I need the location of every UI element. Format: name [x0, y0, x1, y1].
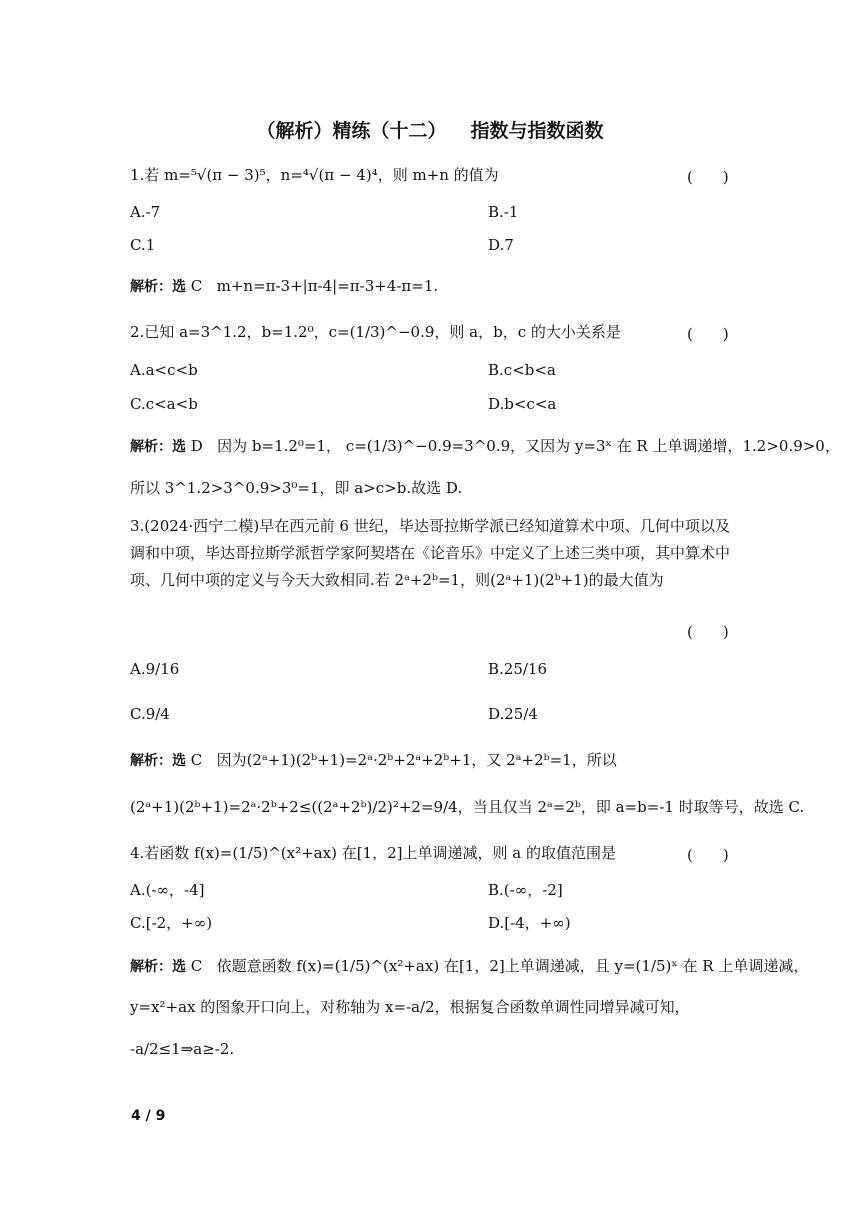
q3-solution-line-2: (2ᵃ+1)(2ᵇ+1)=2ᵃ·2ᵇ+2≤((2ᵃ+2ᵇ)/2)²+2=9/4，当且仅当 2ᵃ=2ᵇ，即 a=b=-1 时取等号，故选 C.: [130, 798, 805, 816]
q2-option-c: C.c<a<b: [130, 395, 198, 413]
q3-option-d: D.25/4: [488, 705, 538, 723]
q1-option-c: C.1: [130, 236, 156, 254]
q1-option-b: B.-1: [488, 203, 519, 221]
page-title: [0, 116, 860, 143]
q2-option-b: B.c<b<a: [488, 361, 556, 379]
q4-solution-line-2: y=x²+ax 的图象开口向上，对称轴为 x=-a/2，根据复合函数单调性同增异减可知，: [130, 998, 690, 1016]
q1-solution-text: m+n=π-3+|π-4|=π-3+4-π=1.: [216, 277, 439, 295]
q2-solution-line-2: 所以 3^1.2>3^0.9>3⁰=1，即 a>c>b.故选 D.: [130, 479, 463, 497]
q3-solution-line-1: [130, 751, 617, 770]
answer-bracket: ( ): [687, 325, 729, 343]
title-topic: 指数与指数函数: [470, 120, 604, 142]
answer-bracket: ( ): [687, 623, 729, 641]
q4-option-b: B.(-∞，-2]: [488, 881, 563, 899]
q2-option-a: A.a<c<b: [130, 361, 198, 379]
analysis-label: 解析：选: [130, 753, 186, 769]
analysis-label: 解析：选: [130, 279, 186, 295]
question-1-stem: 1.若 m=⁵√(π − 3)⁵，n=⁴√(π − 4)⁴，则 m+n 的值为: [130, 166, 499, 184]
answer-bracket: ( ): [687, 846, 729, 864]
q1-option-a: A.-7: [130, 203, 161, 221]
q4-option-a: A.(-∞，-4]: [130, 881, 205, 899]
question-4-stem: 4.若函数 f(x)=(1/5)^(x²+ax) 在[1，2]上单调递减，则 a 的取值范围是: [130, 844, 616, 862]
q2-solution-text: 因为 b=1.2⁰=1， c=(1/3)^−0.9=3^0.9，又因为 y=3ˣ 在 R 上单调递增，1.2>0.9>0，: [217, 437, 840, 455]
page-number: 4 / 9: [131, 1108, 166, 1124]
q4-answer-letter: C: [190, 957, 203, 975]
question-2-stem: 2.已知 a=3^1.2，b=1.2⁰，c=(1/3)^−0.9，则 a，b，c 的大小关系是: [130, 323, 621, 341]
analysis-label: 解析：选: [130, 439, 186, 455]
question-3-stem: 3.(2024·西宁二模)早在西元前 6 世纪，毕达哥拉斯学派已经知道算术中项、几何中项以及调和中项，毕达哥拉斯学派哲学家阿契塔在《论音乐》中定义了上述三类中项，其中算术中项、几何中项的定义与今天大致相同.若 2ᵃ+2ᵇ=1，则(2ᵃ+1)(2ᵇ+1)的最大值为: [130, 517, 731, 589]
q3-option-b: B.25/16: [488, 660, 548, 678]
q2-option-d: D.b<c<a: [488, 395, 557, 413]
q4-solution-line-1: [130, 957, 808, 976]
q3-option-c: C.9/4: [130, 705, 170, 723]
q4-option-d: D.[-4，+∞): [488, 914, 571, 932]
q1-option-d: D.7: [488, 236, 514, 254]
q3-answer-letter: C: [190, 751, 203, 769]
title-series: （解析）精练（十二）: [256, 120, 447, 142]
analysis-label: 解析：选: [130, 959, 186, 975]
q3-solution-text: 因为(2ᵃ+1)(2ᵇ+1)=2ᵃ·2ᵇ+2ᵃ+2ᵇ+1，又 2ᵃ+2ᵇ=1，所以: [216, 751, 617, 769]
q3-option-a: A.9/16: [130, 660, 180, 678]
q4-solution-line-3: -a/2≤1⇒a≥-2.: [130, 1040, 235, 1058]
answer-bracket: ( ): [687, 168, 729, 186]
q2-solution-line-1: [130, 437, 840, 456]
q1-solution: [130, 277, 438, 296]
q2-answer-letter: D: [190, 437, 203, 455]
q4-solution-text: 依题意函数 f(x)=(1/5)^(x²+ax) 在[1，2]上单调递减，且 y=(1/5)ˣ 在 R 上单调递减，: [216, 957, 809, 975]
q4-option-c: C.[-2，+∞): [130, 914, 213, 932]
q1-answer-letter: C: [190, 277, 203, 295]
